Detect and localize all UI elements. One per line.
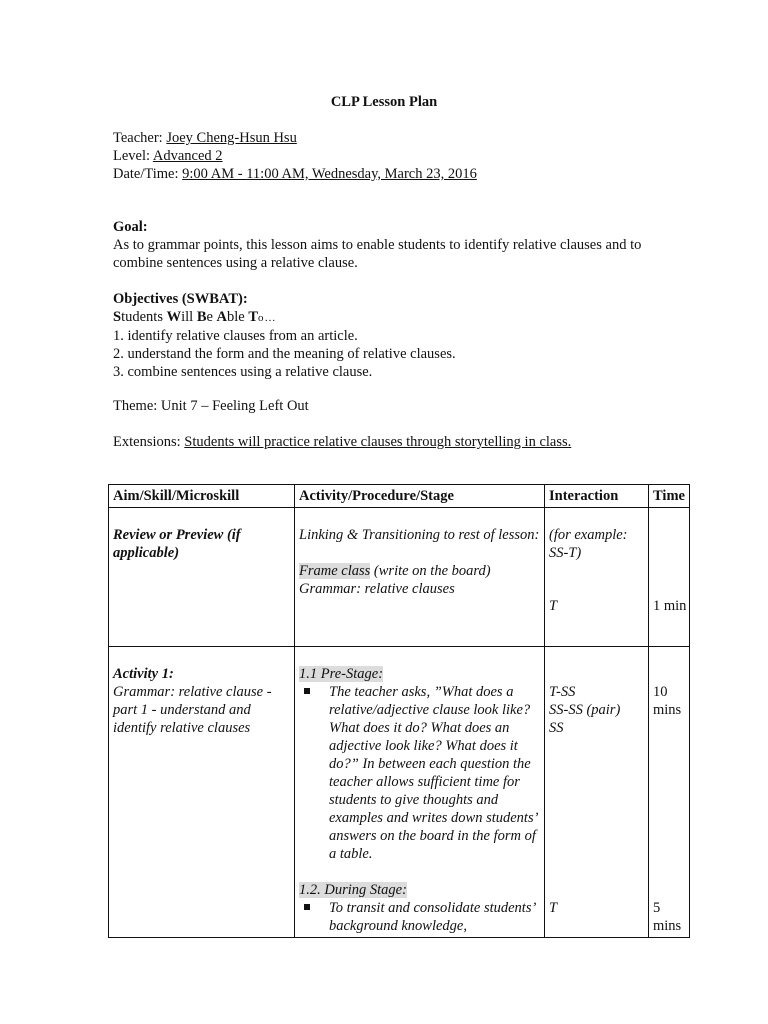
- teacher-line: [113, 129, 673, 147]
- row1-time-value: 1 min: [653, 598, 687, 614]
- row2-aim-text: Grammar: relative clause - part 1 - understand and identify relative clauses: [113, 684, 272, 736]
- list-item: [329, 899, 540, 935]
- lesson-plan-table: [108, 484, 690, 938]
- swbat-s: S: [113, 309, 122, 325]
- row1-interaction-value: T: [549, 598, 558, 614]
- row1-interaction: [545, 508, 649, 647]
- swbat-t: T: [248, 309, 259, 325]
- swbat-w-rest: ill: [181, 309, 197, 325]
- row1-activity: [295, 508, 545, 647]
- pre-stage-bullet-text: The teacher asks, ”What does a relative/adjective clause look like? What does it do? What does an adjective look like? What does it do?” In between each question the teacher allows sufficient time for students to give thoughts and examples and writes down students’ answers on the board in the form of a table.: [329, 684, 537, 862]
- swbat-a-rest: ble: [227, 309, 249, 325]
- pre-stage-list: [299, 683, 540, 863]
- row1-interaction-example: (for example: SS-T): [549, 527, 628, 561]
- row2-aim: [109, 647, 295, 938]
- extensions-label: Extensions:: [113, 434, 185, 450]
- datetime-value: 9:00 AM - 11:00 AM, Wednesday, March 23, 2016: [182, 166, 477, 182]
- row1-time: [649, 508, 690, 647]
- table-row: [109, 647, 690, 938]
- objective-item: 3. combine sentences using a relative clause.: [113, 364, 373, 380]
- row1-linking-text: Linking & Transitioning to rest of lesson:: [299, 527, 540, 543]
- theme-line: Theme: Unit 7 – Feeling Left Out: [113, 398, 309, 414]
- goal-text: As to grammar points, this lesson aims to enable students to identify relative clauses and to combine sentences using a relative clause.: [113, 237, 642, 271]
- row2-interaction-pre: T-SS: [549, 684, 576, 700]
- frame-class-highlight: Frame class: [299, 563, 371, 579]
- during-stage-list: [299, 899, 540, 935]
- row2-interaction-during: T: [549, 900, 558, 916]
- level-line: [113, 147, 673, 165]
- page-title: CLP Lesson Plan: [330, 94, 438, 110]
- teacher-value: Joey Cheng-Hsun Hsu: [166, 130, 297, 146]
- row2-time: [649, 647, 690, 938]
- extensions-value: Students will practice relative clauses through storytelling in class.: [184, 434, 572, 450]
- swbat-s-rest: tudents: [121, 309, 167, 325]
- header-time: Time: [649, 485, 690, 508]
- row1-frame-line: [299, 562, 540, 580]
- swbat-b-rest: e: [206, 309, 217, 325]
- header-interaction: Interaction: [545, 485, 649, 508]
- objectives-section: [113, 290, 673, 381]
- swbat-a: A: [216, 309, 228, 325]
- header-info: [113, 129, 673, 183]
- swbat-t-rest: o…: [258, 312, 277, 324]
- swbat-b: B: [196, 309, 207, 325]
- objective-item: 1. identify relative clauses from an article.: [113, 328, 358, 344]
- row2-interaction: [545, 647, 649, 938]
- goal-section: [113, 218, 673, 272]
- row2-aim-heading: Activity 1:: [113, 666, 174, 682]
- header-activity: Activity/Procedure/Stage: [295, 485, 545, 508]
- row2-time-pre: 10 mins: [653, 684, 682, 718]
- objectives-heading: Objectives (SWBAT):: [113, 291, 248, 307]
- square-bullet-icon: [304, 904, 310, 910]
- table-header-row: [109, 485, 690, 508]
- datetime-line: [113, 165, 673, 183]
- teacher-label: Teacher:: [113, 130, 167, 146]
- level-label: Level:: [113, 148, 153, 164]
- frame-class-rest: (write on the board): [370, 563, 491, 579]
- row2-activity: [295, 647, 545, 938]
- extensions-line: [113, 433, 673, 451]
- square-bullet-icon: [304, 688, 310, 694]
- objective-item: 2. understand the form and the meaning of relative clauses.: [113, 346, 456, 362]
- level-value: Advanced 2: [152, 148, 223, 164]
- swbat-line: [113, 308, 673, 327]
- row2-time-during: 5 mins: [653, 900, 682, 934]
- swbat-w: W: [166, 309, 182, 325]
- during-stage-heading: 1.2. During Stage:: [299, 882, 407, 898]
- table-row: [109, 508, 690, 647]
- row1-aim-text: Review or Preview (if applicable): [113, 527, 241, 561]
- datetime-label: Date/Time:: [113, 166, 183, 182]
- list-item: [329, 683, 540, 863]
- header-aim: Aim/Skill/Microskill: [109, 485, 295, 508]
- pre-stage-heading: 1.1 Pre-Stage:: [299, 666, 384, 682]
- row2-interaction-pre: SS-SS (pair): [549, 702, 621, 718]
- during-stage-bullet-text: To transit and consolidate students’ background knowledge,: [329, 900, 535, 934]
- goal-heading: Goal:: [113, 219, 148, 235]
- row1-grammar-text: Grammar: relative clauses: [299, 581, 455, 597]
- row1-aim: [109, 508, 295, 647]
- row2-interaction-pre: SS: [549, 720, 564, 736]
